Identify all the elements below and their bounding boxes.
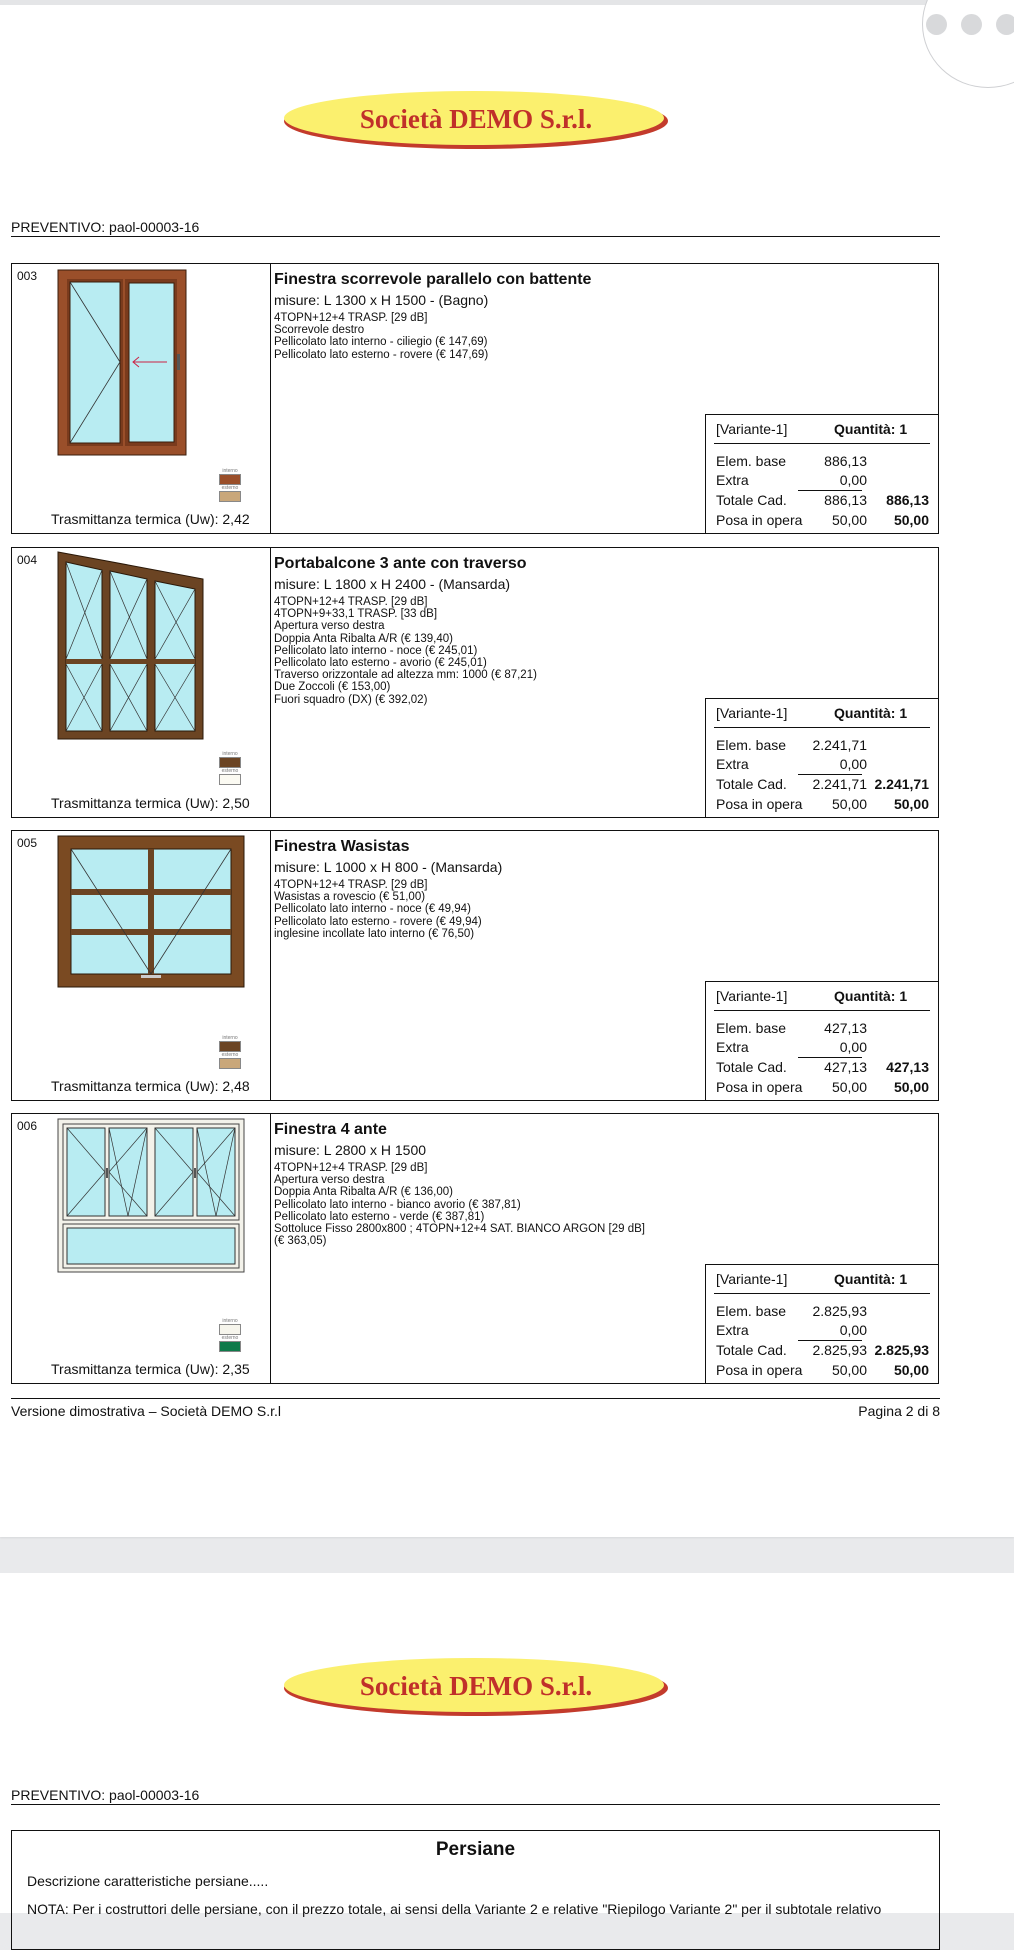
swatch-label-interno: interno: [222, 468, 238, 474]
swatch-esterno: [219, 774, 241, 785]
item-measures: misure: L 1800 x H 2400 - (Mansarda): [274, 576, 511, 592]
desc-line: Pellicolato lato interno - noce (€ 49,94): [274, 903, 471, 916]
variante-label: [Variante-1]: [716, 421, 788, 437]
subtotal-rule: [798, 774, 862, 775]
value: 50,00: [831, 796, 867, 812]
value: 0,00: [839, 1322, 867, 1338]
value: 50,00: [831, 1362, 867, 1378]
label: Posa in opera: [716, 512, 803, 528]
price-box: [705, 698, 938, 817]
total-value: 2.241,71: [874, 776, 929, 792]
item-number: 003: [17, 269, 38, 283]
quantity: [834, 1271, 907, 1287]
item-description: [274, 596, 537, 706]
quantity: [834, 988, 907, 1004]
thermal-transmittance: Trasmittanza termica (Uw): 2,35: [51, 1361, 250, 1377]
window-3-ante-drawing: [57, 551, 207, 743]
viewer-controls: [910, 0, 1014, 88]
total-value: 50,00: [893, 512, 929, 528]
quantity: [834, 421, 907, 437]
item-image-cell: [12, 1114, 271, 1383]
label: Extra: [716, 1039, 749, 1055]
desc-line: Pellicolato lato esterno - rovere (€ 49,94): [274, 915, 482, 928]
color-swatches: [219, 468, 241, 502]
item-description: [274, 1162, 645, 1247]
desc-line: Traverso orizzontale ad altezza mm: 1000 (€ 87,21): [274, 669, 537, 682]
item-measures: misure: L 2800 x H 1500: [274, 1142, 427, 1158]
subtotal-rule: [798, 1340, 862, 1341]
label: Extra: [716, 756, 749, 772]
label: Totale Cad.: [716, 776, 787, 792]
thermal-transmittance: Trasmittanza termica (Uw): 2,50: [51, 795, 250, 811]
header-rule: [11, 1804, 940, 1805]
variante-label: [Variante-1]: [716, 705, 788, 721]
total-value: 886,13: [886, 492, 929, 508]
item-title: Portabalcone 3 ante con traverso: [274, 555, 527, 572]
color-swatches: [219, 751, 241, 785]
window-sliding-drawing: [57, 269, 187, 459]
label: Posa in opera: [716, 1079, 803, 1095]
value: 50,00: [831, 1079, 867, 1095]
preventivo-number: paol-00003-16: [109, 219, 200, 235]
label: Elem. base: [716, 453, 787, 469]
swatch-label-esterno: esterno: [221, 768, 239, 774]
total-value: 427,13: [886, 1059, 929, 1075]
desc-line: (€ 363,05): [274, 1235, 327, 1248]
quantity: [834, 705, 907, 721]
viewer-dot-3-icon[interactable]: [996, 14, 1014, 35]
desc-line: Scorrevole destro: [274, 324, 365, 337]
price-box: [705, 1264, 938, 1383]
label: Totale Cad.: [716, 1059, 787, 1075]
quantity-value: 1: [899, 421, 908, 437]
item-image-cell: [12, 548, 271, 817]
variante-label: [Variante-1]: [716, 988, 788, 1004]
company-logo: [280, 86, 672, 152]
desc-line: Fuori squadro (DX) (€ 392,02): [274, 693, 428, 706]
value: 50,00: [831, 512, 867, 528]
value: 2.825,93: [812, 1342, 867, 1358]
label: Totale Cad.: [716, 1342, 787, 1358]
desc-line: Pellicolato lato interno - noce (€ 245,01): [274, 644, 478, 657]
viewer-dot-2-icon[interactable]: [961, 14, 982, 35]
price-box-rule: [714, 1293, 930, 1294]
swatch-esterno: [219, 1341, 241, 1352]
value: 427,13: [824, 1059, 867, 1075]
price-box-rule: [714, 1010, 930, 1011]
value: 2.241,71: [812, 737, 867, 753]
desc-line: Due Zoccoli (€ 153,00): [274, 681, 391, 694]
item-number: 005: [17, 836, 38, 850]
color-swatches: [219, 1318, 241, 1352]
desc-line: inglesine incollate lato interno (€ 76,50): [274, 927, 475, 940]
item-title: Finestra 4 ante: [274, 1121, 387, 1138]
item-description: [274, 312, 488, 361]
swatch-interno: [219, 1041, 241, 1052]
quantity-value: 1: [899, 988, 908, 1004]
preventivo-label: PREVENTIVO:: [11, 1787, 106, 1803]
item-006: [11, 1113, 939, 1384]
preventivo-header: [11, 1787, 199, 1803]
label: Elem. base: [716, 1020, 787, 1036]
thermal-transmittance: Trasmittanza termica (Uw): 2,48: [51, 1078, 250, 1094]
value: 2.825,93: [812, 1303, 867, 1319]
swatch-interno: [219, 757, 241, 768]
swatch-interno: [219, 474, 241, 485]
persiane-description: Descrizione caratteristiche persiane.....: [27, 1873, 269, 1889]
subtotal-rule: [798, 1057, 862, 1058]
header-rule: [11, 236, 940, 237]
desc-line: Apertura verso destra: [274, 1174, 385, 1187]
price-box-rule: [714, 443, 930, 444]
viewer-dot-1-icon[interactable]: [926, 14, 947, 35]
swatch-interno: [219, 1324, 241, 1335]
total-value: 50,00: [893, 1362, 929, 1378]
value: 0,00: [839, 472, 867, 488]
variante-label: [Variante-1]: [716, 1271, 788, 1287]
label: Extra: [716, 472, 749, 488]
footer-page-number: Pagina 2 di 8: [858, 1403, 940, 1419]
desc-line: 4TOPN+12+4 TRASP. [29 dB]: [274, 596, 428, 608]
desc-line: Sottoluce Fisso 2800x800 ; 4TOPN+12+4 SAT. BIANCO ARGON [29 dB]: [274, 1223, 645, 1236]
label: Extra: [716, 1322, 749, 1338]
value: 886,13: [824, 492, 867, 508]
subtotal-rule: [798, 490, 862, 491]
total-value: 50,00: [893, 796, 929, 812]
label: Posa in opera: [716, 796, 803, 812]
color-swatches: [219, 1035, 241, 1069]
desc-line: 4TOPN+12+4 TRASP. [29 dB]: [274, 312, 428, 324]
item-description: [274, 879, 482, 940]
window-4-ante-drawing: [57, 1118, 247, 1276]
label: Totale Cad.: [716, 492, 787, 508]
preventivo-number: paol-00003-16: [109, 1787, 200, 1803]
desc-line: Pellicolato lato esterno - verde (€ 387,81): [274, 1210, 485, 1223]
logo-text: Società DEMO S.r.l.: [359, 104, 593, 134]
value: 2.241,71: [812, 776, 867, 792]
desc-line: 4TOPN+9+33,1 TRASP. [33 dB]: [274, 608, 438, 621]
persiane-section: [11, 1830, 940, 1950]
item-measures: misure: L 1000 x H 800 - (Mansarda): [274, 859, 503, 875]
swatch-esterno: [219, 491, 241, 502]
quantity-label: Quantità:: [834, 988, 896, 1004]
price-box-rule: [714, 727, 930, 728]
persiane-note: NOTA: Per i costruttori delle persiane, con il prezzo totale, ai sensi della Variante 2 e relative "Riepilogo Variante 2" per il subtotale relativo: [27, 1901, 882, 1917]
footer-left: Versione dimostrativa – Società DEMO S.r.l: [11, 1403, 281, 1419]
item-number: 004: [17, 553, 38, 567]
swatch-label-esterno: esterno: [221, 1052, 239, 1058]
swatch-label-interno: interno: [222, 751, 238, 757]
desc-line: 4TOPN+12+4 TRASP. [29 dB]: [274, 1162, 428, 1174]
page-3: [0, 1573, 1014, 1917]
price-box: [705, 981, 938, 1100]
desc-line: Pellicolato lato esterno - avorio (€ 245,01): [274, 657, 487, 670]
item-004: [11, 547, 939, 818]
desc-line: Pellicolato lato interno - bianco avorio (€ 387,81): [274, 1198, 521, 1211]
item-title: Finestra scorrevole parallelo con battente: [274, 271, 592, 288]
label: Posa in opera: [716, 1362, 803, 1378]
desc-line: Wasistas a rovescio (€ 51,00): [274, 891, 426, 904]
swatch-label-interno: interno: [222, 1318, 238, 1324]
value: 0,00: [839, 756, 867, 772]
item-image-cell: [12, 831, 271, 1100]
persiane-title: Persiane: [435, 1839, 516, 1860]
item-measures: misure: L 1300 x H 1500 - (Bagno): [274, 292, 489, 308]
quantity-value: 1: [899, 1271, 908, 1287]
total-value: 2.825,93: [874, 1342, 929, 1358]
label: Elem. base: [716, 1303, 787, 1319]
desc-line: Apertura verso destra: [274, 620, 385, 633]
item-number: 006: [17, 1119, 38, 1133]
swatch-label-esterno: esterno: [221, 1335, 239, 1341]
preventivo-label: PREVENTIVO:: [11, 219, 106, 235]
value: 886,13: [824, 453, 867, 469]
desc-line: Pellicolato lato esterno - rovere (€ 147,69): [274, 348, 489, 361]
item-title: Finestra Wasistas: [274, 838, 410, 855]
company-logo: [280, 1653, 672, 1719]
item-image-cell: [12, 264, 271, 533]
value: 427,13: [824, 1020, 867, 1036]
desc-line: Doppia Anta Ribalta A/R (€ 139,40): [274, 632, 454, 645]
quantity-label: Quantità:: [834, 421, 896, 437]
quantity-label: Quantità:: [834, 705, 896, 721]
label: Elem. base: [716, 737, 787, 753]
price-box: [705, 414, 938, 533]
item-005: [11, 830, 939, 1101]
swatch-label-esterno: esterno: [221, 485, 239, 491]
footer-rule: [11, 1398, 940, 1399]
quantity-value: 1: [899, 705, 908, 721]
value: 0,00: [839, 1039, 867, 1055]
preventivo-header: [11, 219, 199, 235]
swatch-label-interno: interno: [222, 1035, 238, 1041]
total-value: 50,00: [893, 1079, 929, 1095]
quantity-label: Quantità:: [834, 1271, 896, 1287]
desc-line: Pellicolato lato interno - ciliegio (€ 147,69): [274, 336, 488, 349]
window-wasistas-drawing: [57, 835, 247, 990]
thermal-transmittance: Trasmittanza termica (Uw): 2,42: [51, 511, 250, 527]
desc-line: 4TOPN+12+4 TRASP. [29 dB]: [274, 879, 428, 891]
page-top-edge: [0, 0, 1014, 5]
item-003: [11, 263, 939, 534]
logo-text: Società DEMO S.r.l.: [359, 1671, 593, 1701]
swatch-esterno: [219, 1058, 241, 1069]
desc-line: Doppia Anta Ribalta A/R (€ 136,00): [274, 1186, 454, 1199]
